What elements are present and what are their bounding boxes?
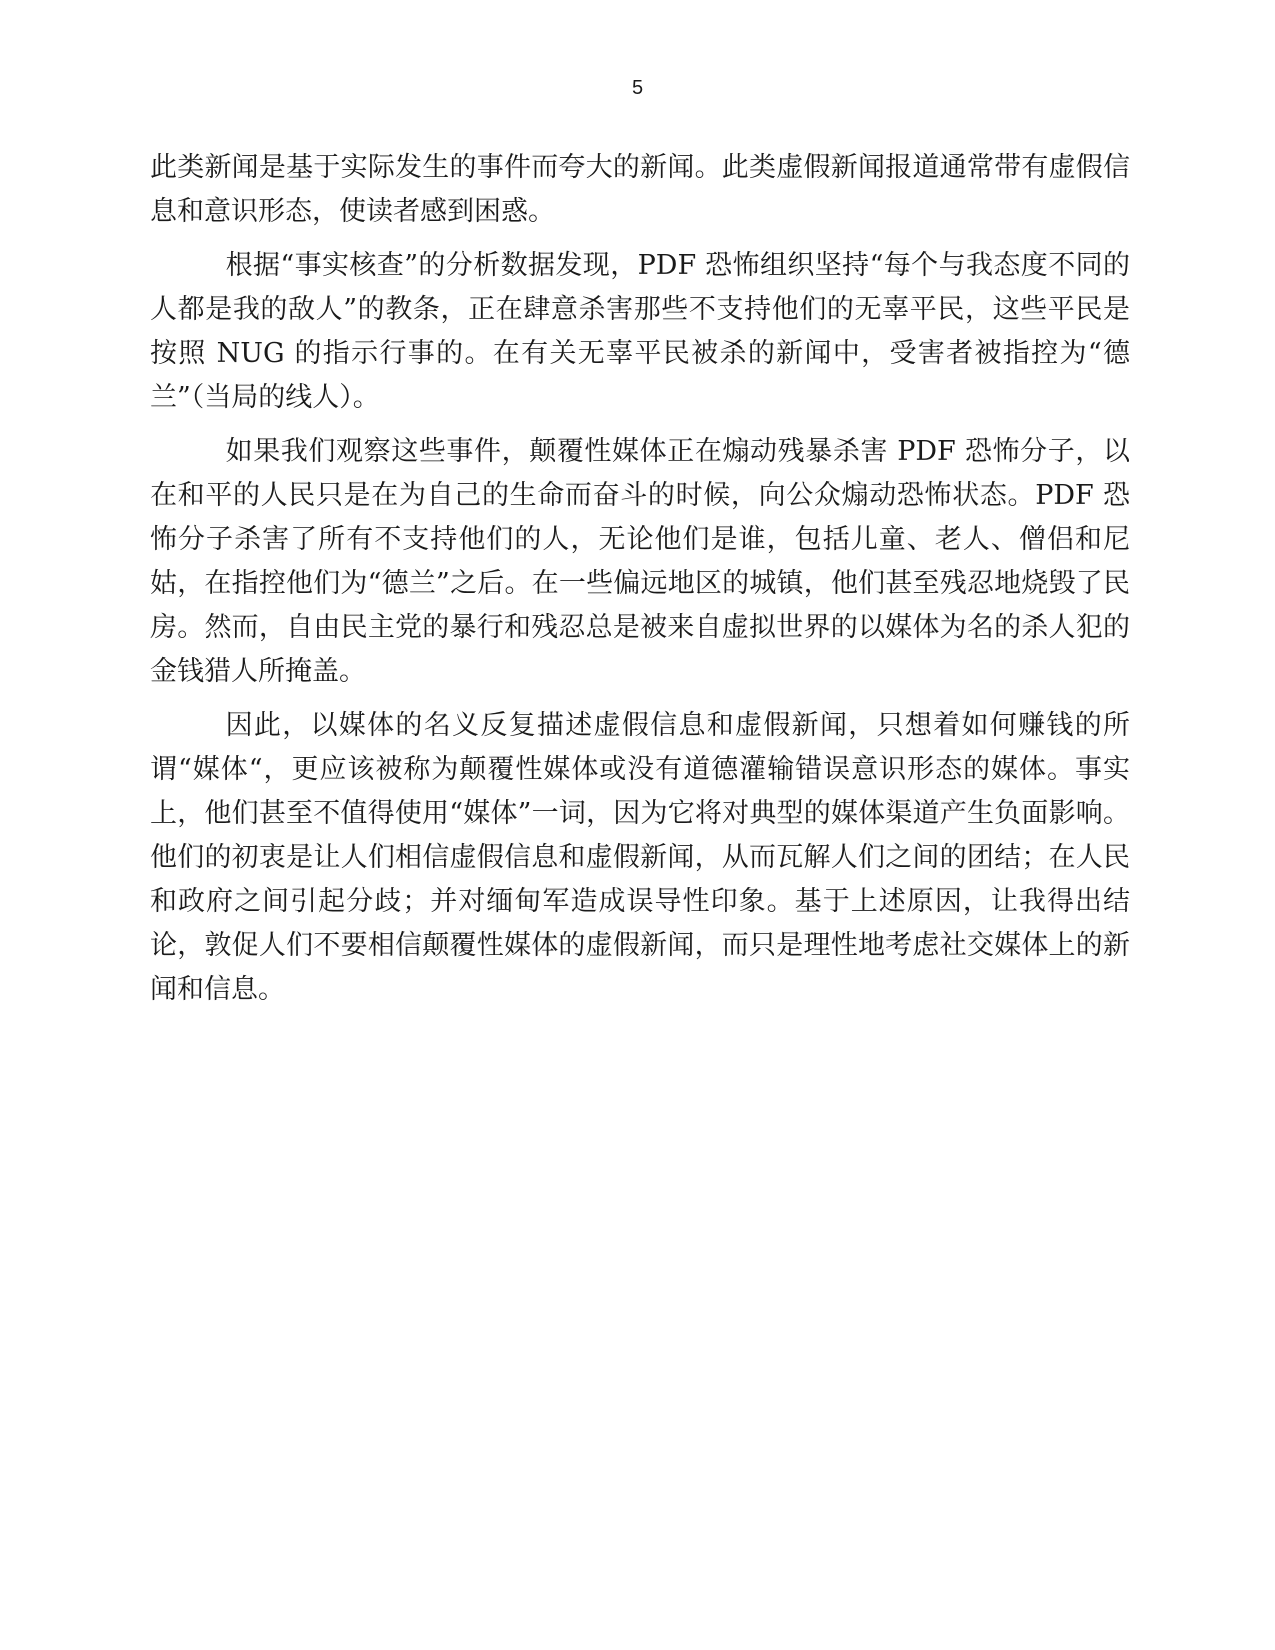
page-number: 5 (631, 77, 644, 99)
body-text (150, 146, 1130, 1022)
paragraph-4: 因此，以媒体的名义反复描述虚假信息和虚假新闻，只想着如何赚钱的所谓“媒体“，更应该被称为颠覆性媒体或没有道德灌输错误意识形态的媒体。事实上，他们甚至不值得使用“媒体”一词，因为它将对典型的媒体渠道产生负面影响。他们的初衷是让人们相信虚假信息和虚假新闻，从而瓦解人们之间的团结；在人民和政府之间引起分歧；并对缅甸军造成误导性印象。基于上述原因，让我得出结论，敦促人们不要相信颠覆性媒体的虚假新闻，而只是理性地考虑社交媒体上的新闻和信息。 (150, 710, 1130, 1005)
paragraph-2: 根据“事实核查”的分析数据发现，PDF 恐怖组织坚持“每个与我态度不同的人都是我的敌人”的教条，正在肆意杀害那些不支持他们的无辜平民，这些平民是按照 NUG 的指示行事的。在有关无辜平民被杀的新闻中，受害者被指控为“德兰”（当局的线人）。 (150, 250, 1130, 413)
paragraph-1: 此类新闻是基于实际发生的事件而夸大的新闻。此类虚假新闻报道通常带有虚假信息和意识形态，使读者感到困惑。 (150, 152, 1130, 227)
paragraph-3: 如果我们观察这些事件，颠覆性媒体正在煽动残暴杀害 PDF 恐怖分子，以在和平的人民只是在为自己的生命而奋斗的时候，向公众煽动恐怖状态。PDF 恐怖分子杀害了所有不支持他们的人，无论他们是谁，包括儿童、老人、僧侣和尼姑，在指控他们为“德兰”之后。在一些偏远地区的城镇，他们甚至残忍地烧毁了民房。然而，自由民主党的暴行和残忍总是被来自虚拟世界的以媒体为名的杀人犯的金钱猎人所掩盖。 (150, 436, 1130, 687)
